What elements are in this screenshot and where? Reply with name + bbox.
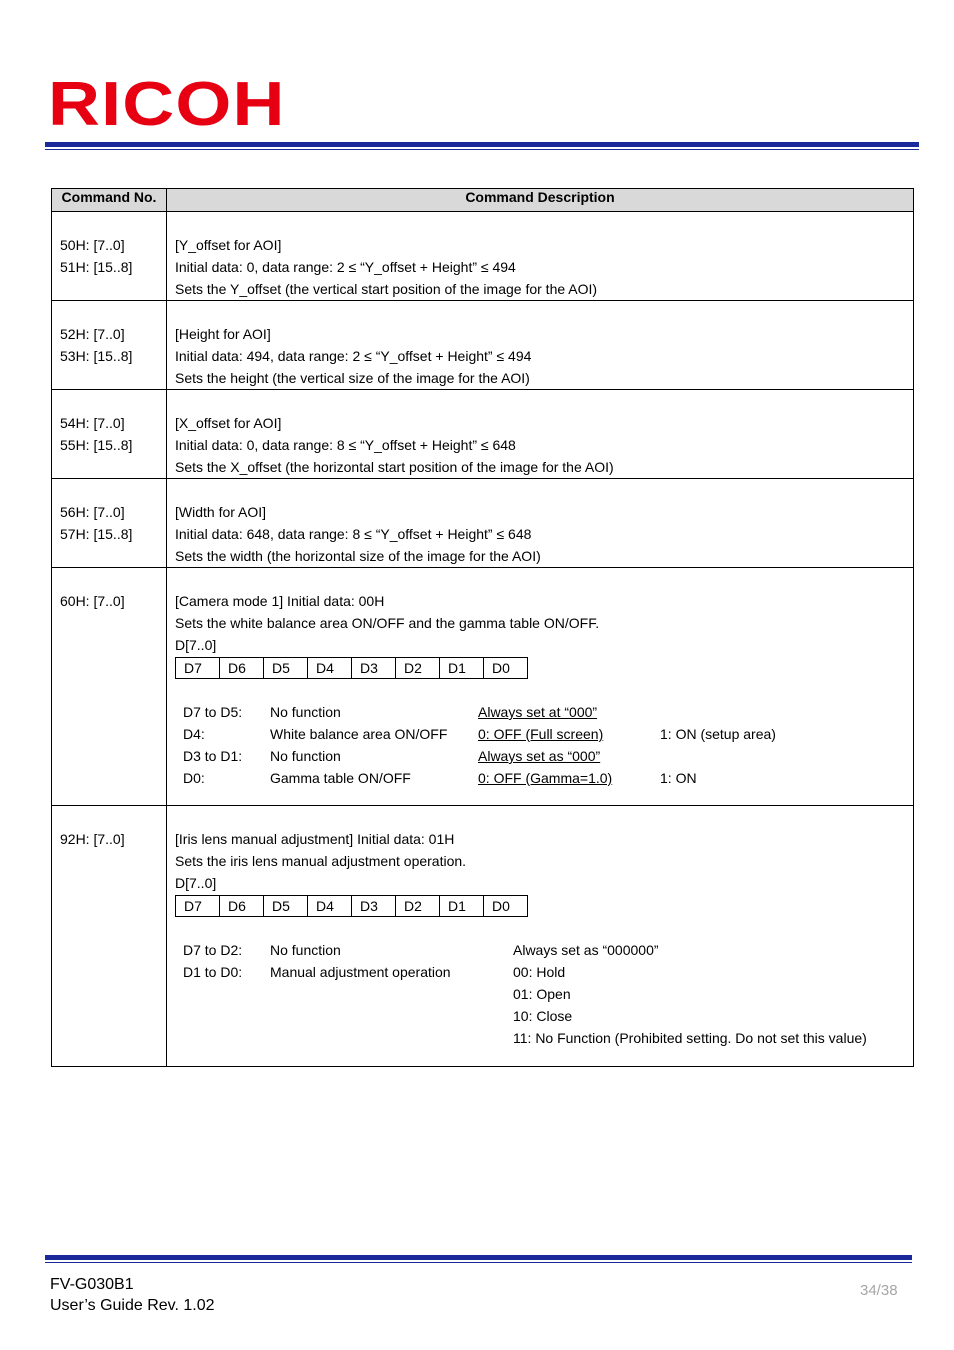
command-no-line: 51H: [15..8]: [60, 259, 133, 275]
bit-cell: D6: [220, 896, 264, 917]
command-description-cell: [167, 806, 914, 1067]
bit-detail-row: [183, 767, 905, 789]
command-no-cell: [52, 390, 167, 479]
command-no-line: 55H: [15..8]: [60, 437, 133, 453]
bit-layout-table: [175, 895, 528, 917]
bit-value: 10: Close: [513, 1008, 573, 1024]
command-no-cell: [52, 212, 167, 301]
description-line: Sets the iris lens manual adjustment operation.: [175, 853, 467, 869]
description-line: Sets the width (the horizontal size of the image for the AOI): [175, 548, 541, 564]
bit-value-1: 1: ON (setup area): [660, 726, 776, 742]
footer-model: FV-G030B1: [50, 1276, 134, 1293]
description-line: Sets the white balance area ON/OFF and the gamma table ON/OFF.: [175, 615, 600, 631]
command-no-cell: [52, 479, 167, 568]
bit-cell: D1: [440, 658, 484, 679]
description-line: Sets the Y_offset (the vertical start position of the image for the AOI): [175, 281, 598, 297]
bit-detail-row: [183, 1005, 905, 1027]
command-no-cell: [52, 568, 167, 806]
bit-value: 11: No Function (Prohibited setting. Do not set this value): [513, 1030, 867, 1046]
description-line: Initial data: 494, data range: 2 ≤ “Y_offset + Height” ≤ 494: [175, 348, 532, 364]
description-line: Sets the height (the vertical size of the image for the AOI): [175, 370, 530, 386]
bit-range: [183, 983, 270, 1005]
command-no-line: 50H: [7..0]: [60, 237, 125, 253]
bit-value-0: Always set at “000”: [478, 704, 598, 720]
bit-cell: D4: [308, 658, 352, 679]
command-no-line: 60H: [7..0]: [60, 593, 125, 609]
description-line: [Width for AOI]: [175, 504, 267, 520]
footer-info: [50, 1274, 215, 1316]
bit-value: 00: Hold: [513, 964, 566, 980]
bit-cell: D5: [264, 658, 308, 679]
table-row: [52, 390, 914, 479]
bit-detail-row: [183, 745, 905, 767]
bit-cell: D1: [440, 896, 484, 917]
description-line: [Camera mode 1] Initial data: 00H: [175, 593, 385, 609]
description-line: D[7..0]: [175, 875, 217, 891]
bit-value: Always set as “000000”: [513, 942, 659, 958]
bit-detail-row: [183, 939, 905, 961]
bit-detail-row: [183, 701, 905, 723]
command-description-cell: [167, 301, 914, 390]
table-row: [52, 212, 914, 301]
description-line: [Iris lens manual adjustment] Initial data: 01H: [175, 831, 455, 847]
ricoh-logo: RICOH: [48, 70, 286, 139]
bit-function: No function: [270, 704, 341, 720]
bit-cell: D7: [176, 896, 220, 917]
bit-function: No function: [270, 748, 341, 764]
command-no-line: 52H: [7..0]: [60, 326, 125, 342]
description-line: [X_offset for AOI]: [175, 415, 282, 431]
bit-details: [183, 701, 905, 789]
bit-detail-row: [183, 723, 905, 745]
bit-range: [183, 1005, 270, 1027]
bit-range: D1 to D0:: [183, 964, 243, 980]
bit-value-1: 1: ON: [660, 770, 697, 786]
bit-cell: D6: [220, 658, 264, 679]
table-row: [52, 301, 914, 390]
col-header-command-no: Command No.: [52, 189, 167, 212]
bit-range: D0:: [183, 770, 205, 786]
command-no-line: 92H: [7..0]: [60, 831, 125, 847]
table-row-camera-mode: [52, 568, 914, 806]
footer-guide: User’s Guide Rev. 1.02: [50, 1297, 215, 1314]
bit-cell: D0: [484, 658, 528, 679]
command-description-cell: [167, 479, 914, 568]
bit-cell: D4: [308, 896, 352, 917]
command-no-line: 56H: [7..0]: [60, 504, 125, 520]
bit-cell: D5: [264, 896, 308, 917]
description-line: [Y_offset for AOI]: [175, 237, 282, 253]
bit-cell: D3: [352, 658, 396, 679]
bit-cell: D2: [396, 896, 440, 917]
command-no-cell: [52, 301, 167, 390]
command-description-cell: [167, 212, 914, 301]
command-no-line: 57H: [15..8]: [60, 526, 133, 542]
command-no-line: 53H: [15..8]: [60, 348, 133, 364]
bit-range: D3 to D1:: [183, 748, 243, 764]
bit-value-0: Always set as “000”: [478, 748, 601, 764]
bit-range: D7 to D5:: [183, 704, 243, 720]
footer-rule: [45, 1255, 912, 1263]
bit-range: [183, 1027, 270, 1049]
command-no-cell: [52, 806, 167, 1067]
bit-detail-row: [183, 961, 905, 983]
command-description-cell: [167, 568, 914, 806]
bit-value-0: 0: OFF (Gamma=1.0): [478, 770, 613, 786]
bit-range: D7 to D2:: [183, 942, 243, 958]
bit-function: Gamma table ON/OFF: [270, 770, 411, 786]
table-header-row: [52, 189, 914, 212]
bit-detail-row: [183, 1027, 905, 1049]
bit-value: 01: Open: [513, 986, 571, 1002]
description-line: Initial data: 0, data range: 2 ≤ “Y_offset + Height” ≤ 494: [175, 259, 516, 275]
bit-range: D4:: [183, 726, 205, 742]
description-line: Initial data: 648, data range: 8 ≤ “Y_offset + Height” ≤ 648: [175, 526, 532, 542]
bit-value-0: 0: OFF (Full screen): [478, 726, 604, 742]
bit-cell: D2: [396, 658, 440, 679]
bit-function: White balance area ON/OFF: [270, 726, 448, 742]
table-row: [52, 479, 914, 568]
table-row-iris: [52, 806, 914, 1067]
bit-function: Manual adjustment operation: [270, 964, 451, 980]
header-rule: [45, 142, 919, 150]
page-number: 34/38: [860, 1282, 898, 1299]
bit-function: [270, 983, 513, 1005]
description-line: Initial data: 0, data range: 8 ≤ “Y_offset + Height” ≤ 648: [175, 437, 516, 453]
bit-function: No function: [270, 942, 341, 958]
bit-layout-table: [175, 657, 528, 679]
command-description-cell: [167, 390, 914, 479]
col-header-command-description: Command Description: [167, 189, 914, 212]
bit-cell: D3: [352, 896, 396, 917]
bit-cell: D7: [176, 658, 220, 679]
bit-details: [183, 939, 905, 1049]
bit-detail-row: [183, 983, 905, 1005]
bit-cell: D0: [484, 896, 528, 917]
bit-function: [270, 1027, 513, 1049]
bit-function: [270, 1005, 513, 1027]
description-line: Sets the X_offset (the horizontal start position of the image for the AOI): [175, 459, 614, 475]
command-no-line: 54H: [7..0]: [60, 415, 125, 431]
description-line: D[7..0]: [175, 637, 217, 653]
command-table: [51, 188, 914, 1067]
description-line: [Height for AOI]: [175, 326, 271, 342]
